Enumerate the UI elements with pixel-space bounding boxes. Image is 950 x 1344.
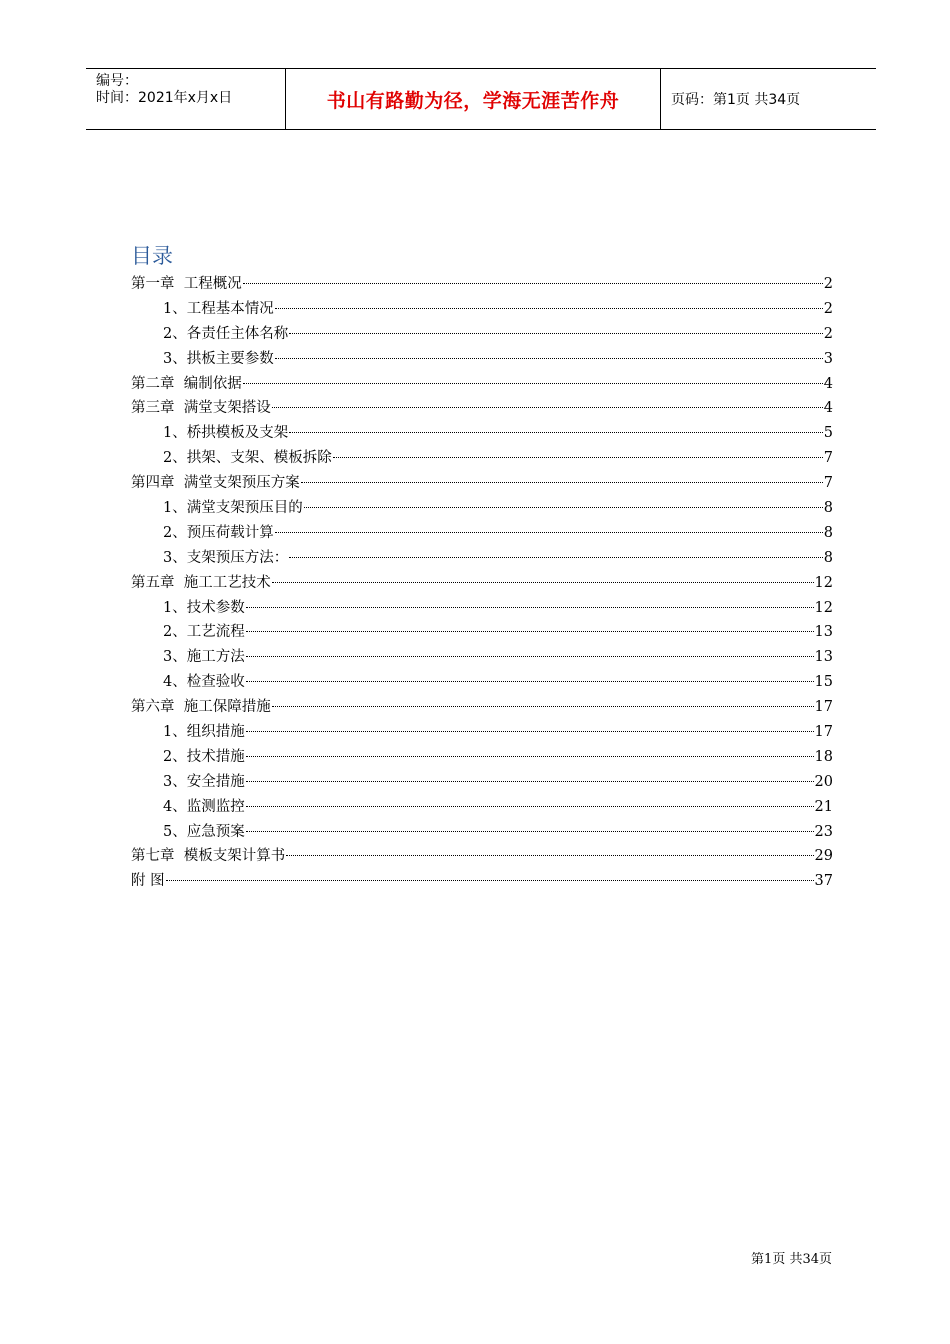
toc-entry-label: 4、监测监控 <box>163 798 245 815</box>
toc-section-entry[interactable] <box>131 596 833 621</box>
toc-dot-leader <box>246 656 814 657</box>
toc-entry-label: 1、技术参数 <box>163 599 245 616</box>
toc-entry-page: 21 <box>814 798 833 815</box>
document-number-label: 编号： <box>96 73 138 89</box>
toc-entry-page: 23 <box>814 823 833 840</box>
toc-dot-leader <box>275 308 823 309</box>
toc-entry-label: 第六章 施工保障措施 <box>131 699 271 716</box>
toc-dot-leader <box>246 781 814 782</box>
toc-dot-leader <box>243 383 823 384</box>
toc-entry-label: 3、安全措施 <box>163 773 245 790</box>
table-of-contents <box>131 272 833 894</box>
toc-entry-label: 2、各责任主体名称 <box>163 325 289 342</box>
toc-section-entry[interactable] <box>131 745 833 770</box>
toc-entry-page: 18 <box>814 748 833 765</box>
toc-entry-label: 1、组织措施 <box>163 724 245 741</box>
toc-entry-page: 20 <box>814 773 833 790</box>
toc-title: 目录 <box>131 244 173 268</box>
header-motto: 书山有路勤为径，学海无涯苦作舟 <box>286 69 661 129</box>
toc-entry-label: 5、应急预案 <box>163 823 245 840</box>
toc-section-entry[interactable] <box>131 347 833 372</box>
toc-entry-label: 第三章 满堂支架搭设 <box>131 400 271 417</box>
toc-entry-page: 17 <box>814 724 833 741</box>
toc-entry-page: 2 <box>823 325 833 342</box>
toc-chapter-entry[interactable] <box>131 272 833 297</box>
toc-chapter-entry[interactable] <box>131 571 833 596</box>
toc-dot-leader <box>243 283 823 284</box>
toc-section-entry[interactable] <box>131 770 833 795</box>
toc-dot-leader <box>304 507 823 508</box>
toc-dot-leader <box>275 532 823 533</box>
toc-entry-page: 7 <box>823 475 833 492</box>
toc-section-entry[interactable] <box>131 322 833 347</box>
toc-entry-label: 3、拱板主要参数 <box>163 350 274 367</box>
toc-chapter-entry[interactable] <box>131 844 833 869</box>
toc-section-entry[interactable] <box>131 820 833 845</box>
toc-entry-page: 17 <box>814 699 833 716</box>
toc-entry-page: 13 <box>814 649 833 666</box>
toc-entry-label: 2、工艺流程 <box>163 624 245 641</box>
toc-chapter-entry[interactable] <box>131 372 833 397</box>
toc-entry-page: 2 <box>823 300 833 317</box>
toc-chapter-entry[interactable] <box>131 396 833 421</box>
toc-section-entry[interactable] <box>131 795 833 820</box>
toc-dot-leader <box>272 407 823 408</box>
toc-section-entry[interactable] <box>131 720 833 745</box>
toc-entry-label: 第四章 满堂支架预压方案 <box>131 475 300 492</box>
toc-section-entry[interactable] <box>131 521 833 546</box>
header-meta <box>86 69 286 129</box>
toc-entry-page: 7 <box>823 450 833 467</box>
toc-dot-leader <box>166 880 814 881</box>
toc-entry-label: 1、满堂支架预压目的 <box>163 500 303 517</box>
toc-entry-page: 5 <box>823 425 833 442</box>
document-time: 时间：2021年x月x日 <box>96 90 233 106</box>
toc-section-entry[interactable] <box>131 645 833 670</box>
toc-dot-leader <box>289 432 823 433</box>
header-page-info: 页码：第1页 共34页 <box>671 92 801 108</box>
toc-entry-label: 第二章 编制依据 <box>131 375 242 392</box>
toc-section-entry[interactable] <box>131 446 833 471</box>
toc-dot-leader <box>275 358 823 359</box>
toc-chapter-entry[interactable] <box>131 471 833 496</box>
toc-chapter-entry[interactable] <box>131 869 833 894</box>
toc-entry-page: 12 <box>814 599 833 616</box>
toc-dot-leader <box>246 681 814 682</box>
toc-section-entry[interactable] <box>131 421 833 446</box>
toc-entry-label: 3、支架预压方法： <box>163 549 289 566</box>
toc-dot-leader <box>333 457 823 458</box>
toc-entry-label: 1、工程基本情况 <box>163 300 274 317</box>
toc-section-entry[interactable] <box>131 670 833 695</box>
toc-entry-page: 12 <box>814 574 833 591</box>
toc-dot-leader <box>289 557 823 558</box>
toc-dot-leader <box>272 582 814 583</box>
toc-entry-page: 37 <box>814 873 833 890</box>
toc-section-entry[interactable] <box>131 496 833 521</box>
toc-entry-label: 第一章 工程概况 <box>131 276 242 292</box>
toc-entry-page: 3 <box>823 350 833 367</box>
toc-section-entry[interactable] <box>131 620 833 645</box>
toc-dot-leader <box>286 855 813 856</box>
toc-entry-page: 29 <box>814 848 833 865</box>
toc-entry-label: 2、预压荷载计算 <box>163 524 274 541</box>
toc-section-entry[interactable] <box>131 297 833 322</box>
toc-dot-leader <box>301 482 823 483</box>
toc-entry-label: 4、检查验收 <box>163 674 245 691</box>
toc-dot-leader <box>246 831 814 832</box>
toc-dot-leader <box>246 607 814 608</box>
toc-dot-leader <box>246 806 814 807</box>
toc-dot-leader <box>246 756 814 757</box>
toc-section-entry[interactable] <box>131 546 833 571</box>
toc-entry-label: 1、桥拱模板及支架 <box>163 425 289 442</box>
toc-dot-leader <box>272 706 814 707</box>
toc-entry-page: 8 <box>823 500 833 517</box>
toc-entry-label: 2、技术措施 <box>163 748 245 765</box>
toc-entry-page: 2 <box>823 276 833 292</box>
toc-entry-page: 13 <box>814 624 833 641</box>
toc-entry-page: 15 <box>814 674 833 691</box>
toc-entry-label: 2、拱架、支架、模板拆除 <box>163 450 332 467</box>
toc-entry-page: 4 <box>823 375 833 392</box>
toc-chapter-entry[interactable] <box>131 695 833 720</box>
toc-dot-leader <box>289 333 823 334</box>
toc-entry-page: 8 <box>823 524 833 541</box>
page-footer: 第1页 共34页 <box>751 1252 832 1267</box>
toc-entry-label: 第五章 施工工艺技术 <box>131 574 271 591</box>
toc-entry-label: 附 图 <box>131 873 165 890</box>
page-header <box>86 68 876 130</box>
toc-entry-page: 8 <box>823 549 833 566</box>
toc-dot-leader <box>246 631 814 632</box>
toc-dot-leader <box>246 731 814 732</box>
toc-entry-page: 4 <box>823 400 833 417</box>
toc-entry-label: 第七章 模板支架计算书 <box>131 848 286 865</box>
toc-entry-label: 3、施工方法 <box>163 649 245 666</box>
